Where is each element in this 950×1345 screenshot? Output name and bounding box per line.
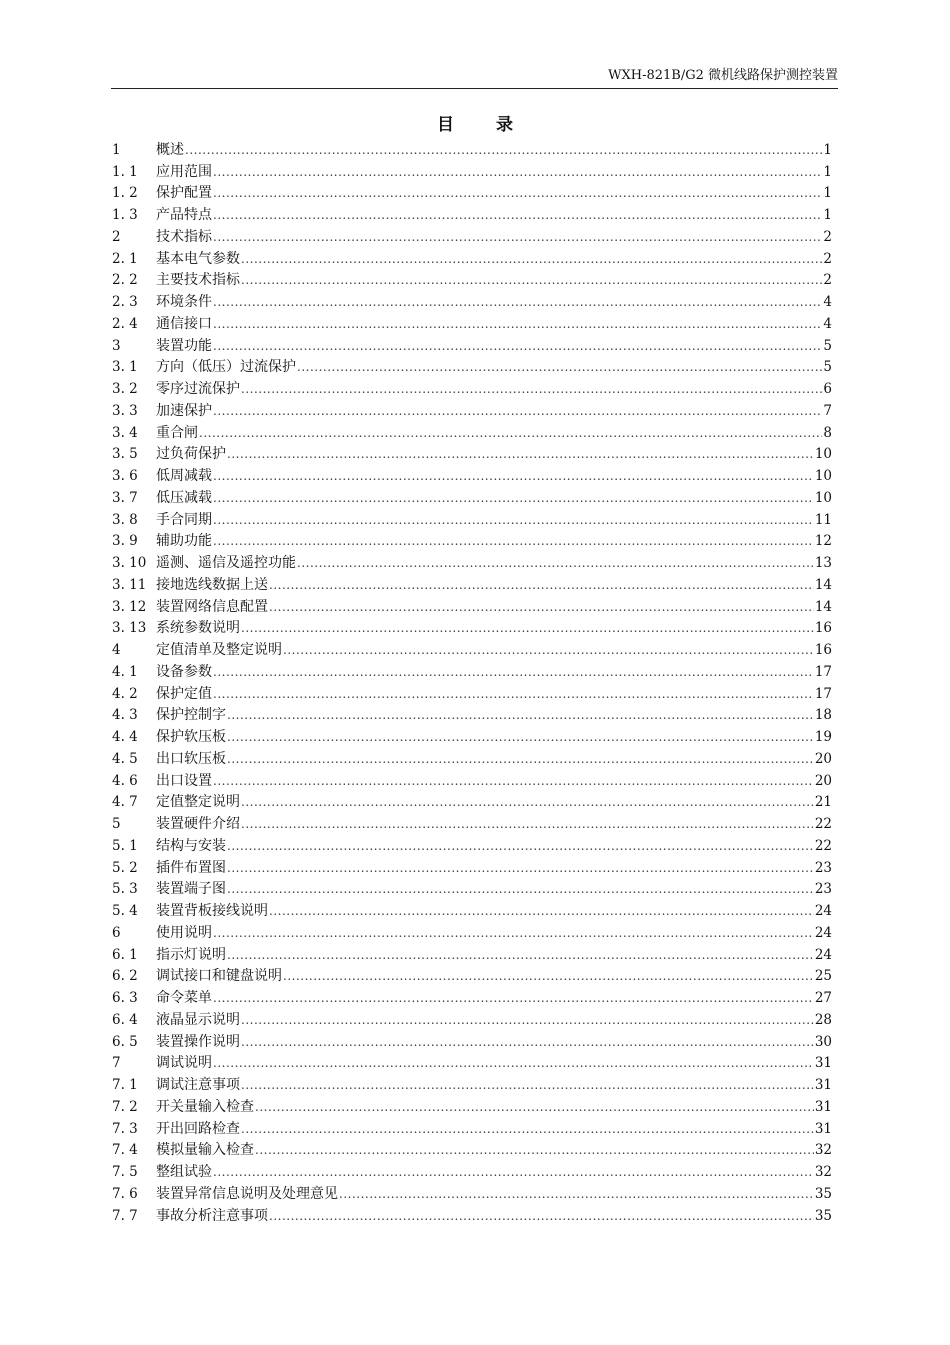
toc-entry-number: 3. 2	[112, 381, 138, 398]
toc-entry[interactable]	[112, 204, 832, 226]
toc-entry[interactable]	[112, 422, 832, 444]
toc-entry-page-number: 7	[823, 402, 832, 419]
toc-dot-leader	[213, 490, 814, 506]
toc-entry-number: 2. 2	[112, 272, 138, 289]
toc-entry-title: 产品特点	[156, 207, 212, 224]
toc-entry-title: 技术指标	[156, 228, 212, 245]
toc-entry-page-number: 30	[814, 1033, 832, 1050]
toc-entry-page-number: 17	[814, 663, 832, 680]
toc-entry-title: 设备参数	[156, 663, 212, 680]
toc-entry[interactable]	[112, 270, 832, 292]
toc-dot-leader	[213, 185, 822, 201]
toc-entry[interactable]	[112, 922, 832, 944]
toc-entry-title: 液晶显示说明	[156, 1011, 240, 1028]
toc-entry[interactable]	[112, 291, 832, 313]
toc-entry-number: 1. 3	[112, 207, 138, 224]
toc-entry[interactable]	[112, 357, 832, 379]
toc-entry[interactable]	[112, 1140, 832, 1162]
toc-entry-title: 保护定值	[156, 685, 212, 702]
toc-entry[interactable]	[112, 444, 832, 466]
toc-dot-leader	[255, 1142, 814, 1158]
toc-entry-number: 6. 4	[112, 1011, 138, 1028]
toc-entry-title: 装置背板接线说明	[156, 903, 268, 920]
toc-entry-title: 遥测、遥信及遥控功能	[156, 555, 296, 572]
toc-dot-leader	[297, 359, 822, 375]
toc-dot-leader	[269, 903, 814, 919]
toc-entry[interactable]	[112, 1009, 832, 1031]
toc-entry-page-number: 17	[814, 685, 832, 702]
toc-entry[interactable]	[112, 726, 832, 748]
toc-entry[interactable]	[112, 813, 832, 835]
toc-entry-number: 2. 1	[112, 250, 138, 267]
toc-entry-page-number: 11	[814, 511, 832, 528]
toc-entry[interactable]	[112, 987, 832, 1009]
toc-entry[interactable]	[112, 183, 832, 205]
toc-dot-leader	[297, 555, 814, 571]
toc-entry[interactable]	[112, 879, 832, 901]
toc-entry-title: 加速保护	[156, 402, 212, 419]
toc-entry-number: 7. 4	[112, 1142, 138, 1159]
toc-dot-leader	[283, 642, 814, 658]
toc-entry[interactable]	[112, 465, 832, 487]
toc-entry-page-number: 28	[814, 1011, 832, 1028]
toc-dot-leader	[241, 272, 822, 288]
toc-entry-title: 通信接口	[156, 315, 212, 332]
toc-entry-page-number: 21	[814, 794, 832, 811]
toc-entry[interactable]	[112, 944, 832, 966]
toc-entry-page-number: 1	[823, 207, 832, 224]
toc-entry-page-number: 24	[814, 903, 832, 920]
toc-entry[interactable]	[112, 639, 832, 661]
toc-entry-page-number: 19	[814, 729, 832, 746]
toc-entry-title: 结构与安装	[156, 837, 226, 854]
toc-dot-leader	[227, 838, 814, 854]
toc-entry-number: 3. 3	[112, 402, 138, 419]
toc-entry-number: 3. 12	[112, 598, 147, 615]
toc-entry-number: 7. 2	[112, 1098, 138, 1115]
toc-entry[interactable]	[112, 770, 832, 792]
toc-dot-leader	[213, 686, 814, 702]
toc-entry[interactable]	[112, 1074, 832, 1096]
toc-entry-number: 4. 5	[112, 750, 138, 767]
toc-entry-number: 4. 6	[112, 772, 138, 789]
toc-entry[interactable]	[112, 748, 832, 770]
toc-entry[interactable]	[112, 1118, 832, 1140]
toc-dot-leader	[213, 164, 822, 180]
toc-entry-number: 3. 6	[112, 468, 138, 485]
toc-entry-page-number: 1	[823, 141, 832, 158]
toc-entry-page-number: 32	[814, 1142, 832, 1159]
toc-entry-page-number: 5	[823, 359, 832, 376]
toc-entry-title: 过负荷保护	[156, 446, 226, 463]
toc-dot-leader	[241, 381, 822, 397]
toc-entry-title: 出口设置	[156, 772, 212, 789]
toc-entry[interactable]	[112, 705, 832, 727]
toc-entry-page-number: 31	[814, 1098, 832, 1115]
toc-entry-number: 5. 4	[112, 903, 138, 920]
toc-dot-leader	[213, 207, 822, 223]
toc-entry[interactable]	[112, 552, 832, 574]
toc-entry-page-number: 14	[814, 576, 832, 593]
toc-entry-number: 4. 3	[112, 707, 138, 724]
toc-entry[interactable]	[112, 509, 832, 531]
toc-entry-page-number: 35	[814, 1207, 832, 1224]
toc-entry-number: 1. 1	[112, 163, 138, 180]
toc-entry[interactable]	[112, 835, 832, 857]
toc-entry-page-number: 10	[814, 489, 832, 506]
toc-entry-page-number: 2	[823, 272, 832, 289]
toc-entry-number: 4	[112, 642, 121, 659]
toc-entry-number: 5	[112, 816, 121, 833]
toc-entry-page-number: 24	[814, 946, 832, 963]
toc-entry-page-number: 1	[823, 185, 832, 202]
toc-entry[interactable]	[112, 335, 832, 357]
toc-entry-number: 5. 3	[112, 881, 138, 898]
toc-entry-number: 1. 2	[112, 185, 138, 202]
toc-entry-page-number: 35	[814, 1185, 832, 1202]
toc-dot-leader	[213, 664, 814, 680]
toc-entry-number: 7. 7	[112, 1207, 138, 1224]
toc-entry-title: 环境条件	[156, 294, 212, 311]
toc-dot-leader	[339, 1186, 814, 1202]
toc-dot-leader	[185, 142, 822, 158]
toc-entry-page-number: 2	[823, 250, 832, 267]
toc-entry-title: 装置异常信息说明及处理意见	[156, 1185, 338, 1202]
toc-entry-page-number: 10	[814, 468, 832, 485]
toc-entry-page-number: 4	[823, 315, 832, 332]
toc-dot-leader	[227, 881, 814, 897]
toc-entry-page-number: 31	[814, 1077, 832, 1094]
toc-entry-title: 应用范围	[156, 163, 212, 180]
toc-dot-leader	[269, 577, 814, 593]
toc-entry[interactable]	[112, 618, 832, 640]
toc-entry-number: 6. 5	[112, 1033, 138, 1050]
toc-dot-leader	[213, 990, 814, 1006]
toc-entry-title: 装置硬件介绍	[156, 816, 240, 833]
toc-dot-leader	[213, 512, 814, 528]
toc-dot-leader	[227, 707, 814, 723]
toc-dot-leader	[269, 1208, 814, 1224]
toc-dot-leader	[241, 620, 814, 636]
toc-entry-number: 7	[112, 1055, 121, 1072]
toc-entry[interactable]	[112, 966, 832, 988]
toc-dot-leader	[241, 251, 822, 267]
toc-entry-page-number: 14	[814, 598, 832, 615]
toc-entry-number: 3. 13	[112, 620, 147, 637]
toc-entry-page-number: 22	[814, 816, 832, 833]
toc-dot-leader	[241, 794, 814, 810]
toc-entry-page-number: 24	[814, 924, 832, 941]
toc-dot-leader	[241, 816, 814, 832]
toc-entry-title: 指示灯说明	[156, 946, 226, 963]
toc-entry-page-number: 23	[814, 859, 832, 876]
toc-dot-leader	[241, 1077, 814, 1093]
toc-entry-page-number: 16	[814, 642, 832, 659]
toc-entry-title: 开出回路检查	[156, 1120, 240, 1137]
toc-entry[interactable]	[112, 1053, 832, 1075]
toc-entry-title: 使用说明	[156, 924, 212, 941]
toc-entry-title: 方向（低压）过流保护	[156, 359, 296, 376]
toc-dot-leader	[213, 1164, 814, 1180]
toc-entry-title: 模拟量输入检查	[156, 1142, 254, 1159]
toc-entry-title: 保护控制字	[156, 707, 226, 724]
toc-entry[interactable]	[112, 574, 832, 596]
toc-dot-leader	[269, 599, 814, 615]
toc-entry[interactable]	[112, 531, 832, 553]
toc-dot-leader	[227, 751, 814, 767]
toc-title: 目 录	[437, 115, 531, 135]
toc-dot-leader	[255, 1099, 814, 1115]
toc-entry-page-number: 27	[814, 990, 832, 1007]
toc-entry-number: 6. 2	[112, 968, 138, 985]
toc-entry-page-number: 1	[823, 163, 832, 180]
toc-entry-title: 接地选线数据上送	[156, 576, 268, 593]
toc-entry-page-number: 31	[814, 1055, 832, 1072]
toc-entry-number: 6. 1	[112, 946, 138, 963]
toc-dot-leader	[213, 338, 822, 354]
toc-entry[interactable]	[112, 1205, 832, 1227]
toc-entry-title: 调试接口和键盘说明	[156, 968, 282, 985]
toc-entry-title: 基本电气参数	[156, 250, 240, 267]
toc-entry-title: 系统参数说明	[156, 620, 240, 637]
toc-entry-number: 2. 4	[112, 315, 138, 332]
toc-entry[interactable]	[112, 1031, 832, 1053]
toc-entry-page-number: 20	[814, 750, 832, 767]
toc-entry-number: 6. 3	[112, 990, 138, 1007]
toc-entry-title: 保护配置	[156, 185, 212, 202]
toc-dot-leader	[241, 1121, 814, 1137]
toc-entry-number: 4. 1	[112, 663, 138, 680]
toc-entry[interactable]	[112, 857, 832, 879]
toc-entry-title: 重合闸	[156, 424, 198, 441]
toc-entry-number: 3. 10	[112, 555, 147, 572]
toc-entry[interactable]	[112, 900, 832, 922]
toc-entry-title: 装置操作说明	[156, 1033, 240, 1050]
toc-entry-number: 3. 7	[112, 489, 138, 506]
toc-entry-title: 低周减载	[156, 468, 212, 485]
toc-entry-title: 装置端子图	[156, 881, 226, 898]
toc-entry[interactable]	[112, 792, 832, 814]
toc-entry-title: 手合同期	[156, 511, 212, 528]
toc-entry-title: 保护软压板	[156, 729, 226, 746]
toc-entry[interactable]	[112, 1183, 832, 1205]
toc-entry-title: 装置网络信息配置	[156, 598, 268, 615]
toc-entry-page-number: 25	[814, 968, 832, 985]
toc-entry-page-number: 4	[823, 294, 832, 311]
toc-entry-number: 3. 8	[112, 511, 138, 528]
toc-entry-title: 事故分析注意事项	[156, 1207, 268, 1224]
toc-entry[interactable]	[112, 313, 832, 335]
toc-entry-number: 7. 5	[112, 1164, 138, 1181]
toc-entry-number: 4. 7	[112, 794, 138, 811]
toc-entry-page-number: 6	[823, 381, 832, 398]
toc-entry-number: 5. 2	[112, 859, 138, 876]
toc-entry-page-number: 20	[814, 772, 832, 789]
toc-entry-title: 零序过流保护	[156, 381, 240, 398]
toc-entry[interactable]	[112, 487, 832, 509]
toc-dot-leader	[241, 1012, 814, 1028]
toc-entry-page-number: 16	[814, 620, 832, 637]
toc-entry-number: 3. 1	[112, 359, 138, 376]
toc-entry-page-number: 31	[814, 1120, 832, 1137]
toc-entry[interactable]	[112, 661, 832, 683]
toc-dot-leader	[213, 229, 822, 245]
toc-entry-number: 4. 4	[112, 729, 138, 746]
toc-entry-number: 5. 1	[112, 837, 138, 854]
toc-entry[interactable]	[112, 1096, 832, 1118]
toc-dot-leader	[241, 1034, 814, 1050]
toc-entry-number: 1	[112, 141, 121, 158]
toc-entry-page-number: 32	[814, 1164, 832, 1181]
toc-dot-leader	[213, 925, 814, 941]
toc-entry-number: 3. 4	[112, 424, 138, 441]
toc-entry-page-number: 2	[823, 228, 832, 245]
toc-dot-leader	[213, 1055, 814, 1071]
toc-entry-title: 调试注意事项	[156, 1077, 240, 1094]
toc-entry[interactable]	[112, 683, 832, 705]
header-document-title: WXH-821B/G2 微机线路保护测控装置	[608, 68, 838, 83]
toc-list	[112, 139, 832, 1227]
toc-dot-leader	[227, 947, 814, 963]
toc-entry[interactable]	[112, 596, 832, 618]
toc-entry-number: 7. 6	[112, 1185, 138, 1202]
toc-entry-number: 3. 11	[112, 576, 147, 593]
toc-entry[interactable]	[112, 139, 832, 161]
toc-entry-number: 7. 1	[112, 1077, 138, 1094]
toc-entry-page-number: 22	[814, 837, 832, 854]
toc-dot-leader	[227, 729, 814, 745]
toc-entry-number: 2. 3	[112, 294, 138, 311]
toc-entry-title: 装置功能	[156, 337, 212, 354]
toc-dot-leader	[227, 860, 814, 876]
toc-entry-number: 4. 2	[112, 685, 138, 702]
toc-entry-title: 出口软压板	[156, 750, 226, 767]
toc-entry-title: 整组试验	[156, 1164, 212, 1181]
toc-entry-title: 调试说明	[156, 1055, 212, 1072]
toc-entry-number: 3	[112, 337, 121, 354]
toc-entry-page-number: 12	[814, 533, 832, 550]
toc-entry-page-number: 23	[814, 881, 832, 898]
toc-entry-title: 定值整定说明	[156, 794, 240, 811]
toc-entry-title: 辅助功能	[156, 533, 212, 550]
toc-dot-leader	[213, 468, 814, 484]
toc-entry-number: 2	[112, 228, 121, 245]
toc-dot-leader	[199, 425, 822, 441]
toc-entry-page-number: 5	[823, 337, 832, 354]
toc-dot-leader	[227, 446, 814, 462]
toc-entry-page-number: 10	[814, 446, 832, 463]
toc-entry-page-number: 8	[823, 424, 832, 441]
toc-entry-title: 开关量输入检查	[156, 1098, 254, 1115]
toc-entry[interactable]	[112, 400, 832, 422]
toc-entry[interactable]	[112, 378, 832, 400]
toc-dot-leader	[213, 773, 814, 789]
toc-entry-title: 定值清单及整定说明	[156, 642, 282, 659]
toc-entry-title: 低压减载	[156, 489, 212, 506]
toc-entry[interactable]	[112, 248, 832, 270]
toc-entry[interactable]	[112, 226, 832, 248]
toc-entry-title: 主要技术指标	[156, 272, 240, 289]
toc-entry-title: 插件布置图	[156, 859, 226, 876]
toc-dot-leader	[213, 533, 814, 549]
toc-entry-number: 3. 5	[112, 446, 138, 463]
toc-entry-page-number: 18	[814, 707, 832, 724]
page-header	[111, 66, 838, 89]
toc-entry-title: 命令菜单	[156, 990, 212, 1007]
toc-dot-leader	[213, 294, 822, 310]
toc-dot-leader	[283, 968, 814, 984]
toc-entry-number: 7. 3	[112, 1120, 138, 1137]
toc-entry-title: 概述	[156, 141, 184, 158]
toc-entry-number: 6	[112, 924, 121, 941]
toc-entry[interactable]	[112, 161, 832, 183]
toc-entry[interactable]	[112, 1161, 832, 1183]
toc-dot-leader	[213, 403, 822, 419]
toc-entry-number: 3. 9	[112, 533, 138, 550]
toc-dot-leader	[213, 316, 822, 332]
toc-entry-page-number: 13	[814, 555, 832, 572]
